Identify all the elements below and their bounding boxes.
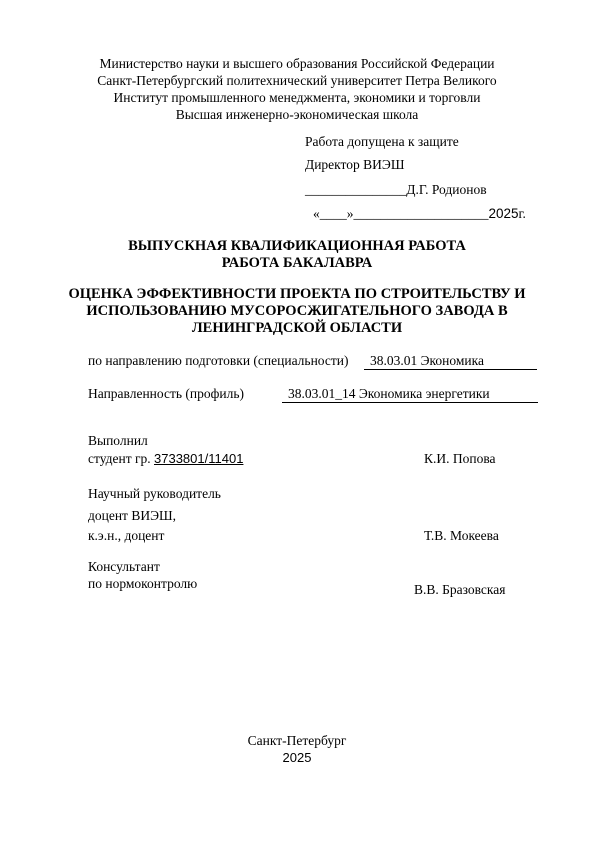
student-group-line [88,451,243,467]
topic-line1: ОЦЕНКА ЭФФЕКТИВНОСТИ ПРОЕКТА ПО СТРОИТЕЛЬСТВУ И [68,286,526,302]
date-year: 2025 [488,206,519,221]
approval-signature-line [305,182,487,198]
topic-line3: ЛЕНИНГРАДСКОЙ ОБЛАСТИ [191,320,403,336]
supervisor-degree: к.э.н., доцент [88,528,165,543]
supervisor-label: Научный руководитель [88,486,221,501]
work-type-line2: РАБОТА БАКАЛАВРА [221,255,373,271]
date-day-blank: ____ [319,206,347,221]
consultant-name: В.В. Бразовская [414,582,506,597]
profile-value: 38.03.01_14 Экономика энергетики [282,386,538,403]
institute-line: Институт промышленного менеджмента, экономики и торговли [113,90,481,105]
profile-label: Направленность (профиль) [88,386,244,401]
approval-admitted: Работа допущена к защите [305,134,459,149]
approval-position: Директор ВИЭШ [305,157,405,172]
university-line: Санкт-Петербургский политехнический университет Петра Великого [97,73,497,88]
group-number: 3733801/11401 [154,451,244,466]
date-month-blank: ____________________ [353,206,489,221]
consultant-label: Консультант [88,559,160,574]
direction-value: 38.03.01 Экономика [364,353,537,370]
school-line: Высшая инженерно-экономическая школа [175,107,419,122]
supervisor-name: Т.В. Мокеева [424,528,499,543]
footer-city: Санкт-Петербург [247,733,347,748]
direction-label: по направлению подготовки (специальности) [88,353,349,368]
work-type-line1: ВЫПУСКНАЯ КВАЛИФИКАЦИОННАЯ РАБОТА [128,238,466,254]
approval-date-line [313,206,526,222]
supervisor-position: доцент ВИЭШ, [88,508,176,523]
date-year-suffix: г. [518,206,526,221]
date-close-quote: » [346,206,354,221]
student-prefix: студент гр. [88,451,155,466]
performed-label: Выполнил [88,433,148,448]
date-open-quote: « [313,206,320,221]
footer-year: 2025 [282,750,312,765]
signature-blank: _______________ [305,182,407,197]
ministry-line: Министерство науки и высшего образования Российской Федерации [99,56,495,71]
director-name: Д.Г. Родионов [406,182,487,197]
consultant-role: по нормоконтролю [88,576,198,591]
student-name: К.И. Попова [424,451,496,466]
topic-line2: ИСПОЛЬЗОВАНИЮ МУСОРОСЖИГАТЕЛЬНОГО ЗАВОДА В [86,303,508,319]
